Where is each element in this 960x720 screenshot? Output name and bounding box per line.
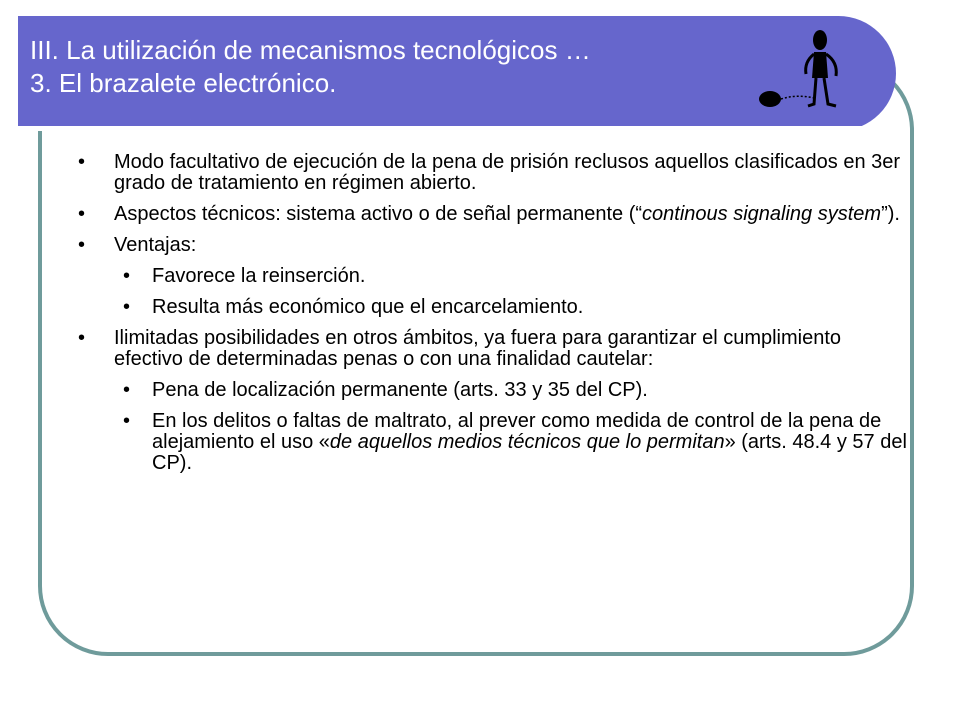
bullet-ventajas: • Ventajas: [78, 234, 197, 256]
slide-body [78, 152, 908, 484]
title-divider [18, 126, 876, 131]
title-line-1: III. La utilización de mecanismos tecnológicos … [30, 35, 591, 65]
prisoner-ball-and-chain-icon [752, 26, 862, 116]
sub-bullet-localizacion: • Pena de localización permanente (arts. 33 y 35 del CP). [123, 379, 648, 401]
bullet-aspectos-tecnicos: • Aspectos técnicos: sistema activo o de señal permanente (“continous signaling system”). [78, 203, 900, 225]
sub-bullet-reinsercion: • Favorece la reinserción. [123, 265, 366, 287]
sub-bullet-economico: • Resulta más económico que el encarcelamiento. [123, 296, 584, 318]
title-line-2: 3. El brazalete electrónico. [30, 68, 337, 98]
bullet-ilimitadas-posibilidades: • Ilimitadas posibilidades en otros ámbitos, ya fuera para garantizar el cumplimiento efectivo de determinadas penas o con una finalidad cautelar: [78, 327, 842, 370]
sub-bullet-maltrato: • En los delitos o faltas de maltrato, al prever como medida de control de la pena de alejamiento el uso «de aquellos medios técnicos que lo permitan» (arts. 48.4 y 57 del CP). [123, 410, 907, 474]
slide-title [30, 34, 591, 100]
bullet-modo-facultativo: • Modo facultativo de ejecución de la pena de prisión reclusos aquellos clasificados en 3er grado de tratamiento en régimen abierto. [78, 151, 901, 194]
